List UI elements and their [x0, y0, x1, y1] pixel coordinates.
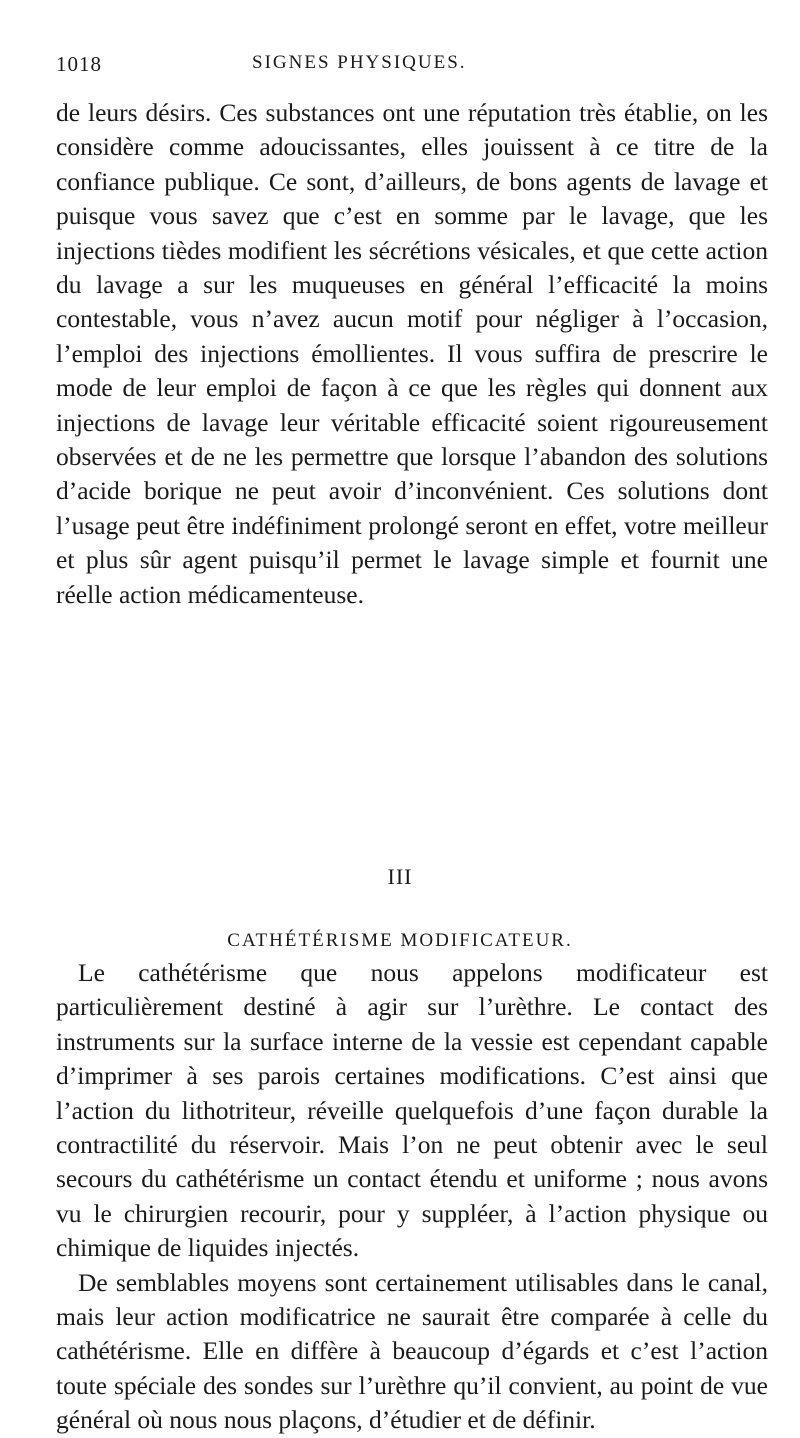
paragraph: De semblables moyens sont certainement utilisables dans le canal, mais leur action modificatrice ne saurait être comparée à celle du cathétérisme. Elle en diffère à beaucoup d’égards et c’est l’action toute spéciale des sondes sur l’urèthre qu’il convient, au point de vue général où nous nous plaçons, d’étudier et de définir.	[56, 1267, 768, 1435]
page-number: 1018	[56, 52, 102, 76]
running-title: SIGNES PHYSIQUES.	[252, 52, 467, 73]
section-number: III	[387, 864, 413, 889]
section-heading: CATHÉTÉRISME MODIFICATEUR.	[227, 930, 573, 951]
paragraph: Le cathétérisme que nous appelons modificateur est particulièrement destiné à agir sur l’urèthre. Le contact des instruments sur la surface interne de la vessie est cependant capable d’imprimer à ses parois certaines modifications. C’est ainsi que l’action du lithotriteur, réveille quelquefois d’une façon durable la contractilité du réservoir. Mais l’on ne peut obtenir avec le seul secours du cathétérisme un contact étendu et uniforme ; nous avons vu le chirurgien recourir, pour y suppléer, à l’action physique ou chimique de liquides injectés.	[56, 958, 768, 1263]
body-text-bottom	[56, 956, 768, 1438]
paragraph-continuation: de leurs désirs. Ces substances ont une réputation très établie, on les considère comme adoucissantes, elles jouissent à ce titre de la confiance publique. Ce sont, d’ailleurs, de bons agents de lavage et puisque vous savez que c’est en somme par le lavage, que les injections tièdes modifient les sécrétions vésicales, et que cette action du lavage a sur les muqueuses en général l’efficacité la moins contestable, vous n’avez aucun motif pour négliger à l’occasion, l’emploi des injections émollientes. Il vous suffira de prescrire le mode de leur emploi de façon à ce que les règles qui donnent aux injections de lavage leur véritable efficacité soient rigoureusement observées et de ne les permettre que lorsque l’abandon des solutions d’acide borique ne peut avoir d’inconvénient. Ces solutions dont l’usage peut être indéfiniment prolongé seront en effet, votre meilleur et plus sûr agent puisqu’il permet le lavage simple et fournit une réelle action médicamenteuse.	[56, 98, 768, 609]
running-header	[0, 52, 800, 82]
body-text-top	[56, 96, 768, 612]
